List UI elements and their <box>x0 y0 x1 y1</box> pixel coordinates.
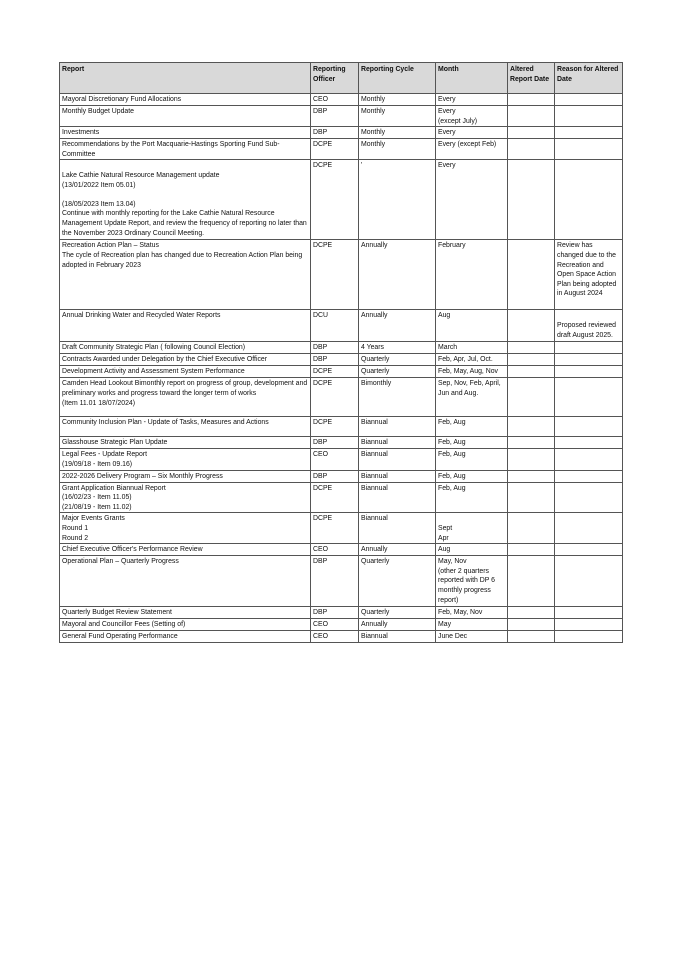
month-cell: Every <box>436 160 508 240</box>
table-row <box>60 619 623 631</box>
report-cell: Draft Community Strategic Plan ( following Council Election) <box>60 342 311 354</box>
altered-date-cell <box>508 366 555 378</box>
header-reason-for-altered-date: Reason for Altered Date <box>555 63 623 94</box>
report-cell: Recreation Action Plan – Status The cycle of Recreation plan has changed due to Recreation Action Plan being adopted in February 2023 <box>60 240 311 310</box>
report-cell: Operational Plan – Quarterly Progress <box>60 556 311 607</box>
report-cell: Development Activity and Assessment System Performance <box>60 366 311 378</box>
table-row <box>60 378 623 417</box>
report-cell: Community Inclusion Plan - Update of Tasks, Measures and Actions <box>60 417 311 437</box>
month-cell: Aug <box>436 544 508 556</box>
table-row <box>60 342 623 354</box>
cycle-cell: Quarterly <box>359 607 436 619</box>
cycle-cell: Biannual <box>359 470 436 482</box>
month-cell: Every <box>436 127 508 139</box>
month-cell: Feb, May, Aug, Nov <box>436 366 508 378</box>
altered-date-cell <box>508 449 555 470</box>
table-row <box>60 127 623 139</box>
report-cell: Recommendations by the Port Macquarie-Hastings Sporting Fund Sub-Committee <box>60 139 311 160</box>
officer-cell: DBP <box>311 106 359 127</box>
altered-date-cell <box>508 437 555 449</box>
month-cell: Feb, Aug <box>436 437 508 449</box>
altered-date-cell <box>508 513 555 544</box>
cycle-cell: Quarterly <box>359 556 436 607</box>
table-row <box>60 556 623 607</box>
reason-cell <box>555 437 623 449</box>
cycle-cell: Quarterly <box>359 366 436 378</box>
altered-date-cell <box>508 94 555 106</box>
table-row <box>60 139 623 160</box>
officer-cell: CEO <box>311 449 359 470</box>
report-schedule-table <box>59 62 623 643</box>
reason-cell <box>555 470 623 482</box>
report-cell: 2022-2026 Delivery Program – Six Monthly Progress <box>60 470 311 482</box>
month-cell: Feb, Aug <box>436 449 508 470</box>
officer-cell: DBP <box>311 342 359 354</box>
reason-cell: Proposed reviewed draft August 2025. <box>555 310 623 342</box>
cycle-cell: Quarterly <box>359 354 436 366</box>
officer-cell: DCPE <box>311 240 359 310</box>
altered-date-cell <box>508 378 555 417</box>
table-row <box>60 631 623 643</box>
table-row <box>60 240 623 310</box>
reason-cell <box>555 106 623 127</box>
cycle-cell: Annually <box>359 310 436 342</box>
month-cell: March <box>436 342 508 354</box>
reason-cell <box>555 127 623 139</box>
month-cell: February <box>436 240 508 310</box>
officer-cell: CEO <box>311 94 359 106</box>
officer-cell: DCU <box>311 310 359 342</box>
table-row <box>60 470 623 482</box>
report-cell: Monthly Budget Update <box>60 106 311 127</box>
table-header-row <box>60 63 623 94</box>
header-reporting-cycle: Reporting Cycle <box>359 63 436 94</box>
month-cell: May, Nov (other 2 quarters reported with DP 6 monthly progress report) <box>436 556 508 607</box>
cycle-cell: Annually <box>359 619 436 631</box>
officer-cell: DCPE <box>311 482 359 513</box>
report-cell: Legal Fees - Update Report (19/09/18 - Item 09.16) <box>60 449 311 470</box>
altered-date-cell <box>508 607 555 619</box>
table-row <box>60 106 623 127</box>
reason-cell <box>555 607 623 619</box>
altered-date-cell <box>508 556 555 607</box>
reason-cell <box>555 94 623 106</box>
month-cell: Sept Apr <box>436 513 508 544</box>
cycle-cell: Bimonthly <box>359 378 436 417</box>
report-cell: Contracts Awarded under Delegation by the Chief Executive Officer <box>60 354 311 366</box>
table-row <box>60 417 623 437</box>
officer-cell: DCPE <box>311 139 359 160</box>
reason-cell <box>555 556 623 607</box>
cycle-cell: Biannual <box>359 449 436 470</box>
report-cell: Glasshouse Strategic Plan Update <box>60 437 311 449</box>
reason-cell <box>555 631 623 643</box>
month-cell: Feb, Aug <box>436 417 508 437</box>
officer-cell: DBP <box>311 556 359 607</box>
reason-cell <box>555 449 623 470</box>
header-report: Report <box>60 63 311 94</box>
altered-date-cell <box>508 160 555 240</box>
month-cell: May <box>436 619 508 631</box>
table-row <box>60 354 623 366</box>
table-body <box>60 94 623 643</box>
altered-date-cell <box>508 342 555 354</box>
officer-cell: DCPE <box>311 160 359 240</box>
cycle-cell: ' <box>359 160 436 240</box>
reason-cell: Review has changed due to the Recreation and Open Space Action Plan being adopted in August 2024 <box>555 240 623 310</box>
altered-date-cell <box>508 127 555 139</box>
officer-cell: DCPE <box>311 378 359 417</box>
report-cell: Chief Executive Officer's Performance Review <box>60 544 311 556</box>
cycle-cell: Biannual <box>359 482 436 513</box>
reason-cell <box>555 139 623 160</box>
cycle-cell: Annually <box>359 544 436 556</box>
reason-cell <box>555 619 623 631</box>
month-cell: Feb, Aug <box>436 470 508 482</box>
table-row <box>60 366 623 378</box>
month-cell: Every (except Feb) <box>436 139 508 160</box>
cycle-cell: Biannual <box>359 417 436 437</box>
reason-cell <box>555 160 623 240</box>
table-row <box>60 437 623 449</box>
reason-cell <box>555 513 623 544</box>
altered-date-cell <box>508 619 555 631</box>
month-cell: Feb, Aug <box>436 482 508 513</box>
cycle-cell: Monthly <box>359 127 436 139</box>
officer-cell: DCPE <box>311 366 359 378</box>
table-row <box>60 607 623 619</box>
officer-cell: DBP <box>311 607 359 619</box>
month-cell: Sep, Nov, Feb, April, Jun and Aug. <box>436 378 508 417</box>
table-row <box>60 449 623 470</box>
officer-cell: DCPE <box>311 513 359 544</box>
reason-cell <box>555 342 623 354</box>
report-cell: Mayoral Discretionary Fund Allocations <box>60 94 311 106</box>
reason-cell <box>555 482 623 513</box>
altered-date-cell <box>508 417 555 437</box>
report-cell: Camden Head Lookout Bimonthly report on progress of group, development and preliminary works and progress toward the longer term of works (Item 11.01 18/07/2024) <box>60 378 311 417</box>
month-cell: June Dec <box>436 631 508 643</box>
altered-date-cell <box>508 470 555 482</box>
altered-date-cell <box>508 106 555 127</box>
header-month: Month <box>436 63 508 94</box>
officer-cell: DBP <box>311 127 359 139</box>
month-cell: Feb, May, Nov <box>436 607 508 619</box>
report-cell: General Fund Operating Performance <box>60 631 311 643</box>
cycle-cell: Annually <box>359 240 436 310</box>
officer-cell: CEO <box>311 619 359 631</box>
cycle-cell: Monthly <box>359 106 436 127</box>
table-row <box>60 544 623 556</box>
cycle-cell: Monthly <box>359 139 436 160</box>
month-cell: Every <box>436 94 508 106</box>
officer-cell: DBP <box>311 437 359 449</box>
officer-cell: DBP <box>311 354 359 366</box>
table-row <box>60 513 623 544</box>
reason-cell <box>555 354 623 366</box>
altered-date-cell <box>508 240 555 310</box>
altered-date-cell <box>508 544 555 556</box>
cycle-cell: Biannual <box>359 437 436 449</box>
altered-date-cell <box>508 354 555 366</box>
cycle-cell: Biannual <box>359 631 436 643</box>
report-cell: Grant Application Biannual Report (16/02/23 - Item 11.05) (21/08/19 - Item 11.02) <box>60 482 311 513</box>
table-row <box>60 94 623 106</box>
month-cell: Every (except July) <box>436 106 508 127</box>
report-cell: Lake Cathie Natural Resource Management update (13/01/2022 Item 05.01) (18/05/2023 Item 13.04) Continue with monthly reporting for the Lake Cathie Natural Resource Management Update Report, and review the frequency of reporting no later than the November 2023 Ordinary Council Meeting. <box>60 160 311 240</box>
report-cell: Major Events Grants Round 1 Round 2 <box>60 513 311 544</box>
table-row <box>60 482 623 513</box>
reason-cell <box>555 378 623 417</box>
header-altered-report-date: Altered Report Date <box>508 63 555 94</box>
cycle-cell: Monthly <box>359 94 436 106</box>
officer-cell: DCPE <box>311 417 359 437</box>
altered-date-cell <box>508 482 555 513</box>
officer-cell: DBP <box>311 470 359 482</box>
altered-date-cell <box>508 631 555 643</box>
month-cell: Feb, Apr, Jul, Oct. <box>436 354 508 366</box>
altered-date-cell <box>508 139 555 160</box>
report-cell: Annual Drinking Water and Recycled Water Reports <box>60 310 311 342</box>
report-cell: Investments <box>60 127 311 139</box>
reason-cell <box>555 366 623 378</box>
report-cell: Quarterly Budget Review Statement <box>60 607 311 619</box>
table-row <box>60 160 623 240</box>
officer-cell: CEO <box>311 544 359 556</box>
cycle-cell: 4 Years <box>359 342 436 354</box>
cycle-cell: Biannual <box>359 513 436 544</box>
altered-date-cell <box>508 310 555 342</box>
report-cell: Mayoral and Councillor Fees (Setting of) <box>60 619 311 631</box>
officer-cell: CEO <box>311 631 359 643</box>
month-cell: Aug <box>436 310 508 342</box>
reason-cell <box>555 544 623 556</box>
header-reporting-officer: Reporting Officer <box>311 63 359 94</box>
reason-cell <box>555 417 623 437</box>
table-row <box>60 310 623 342</box>
